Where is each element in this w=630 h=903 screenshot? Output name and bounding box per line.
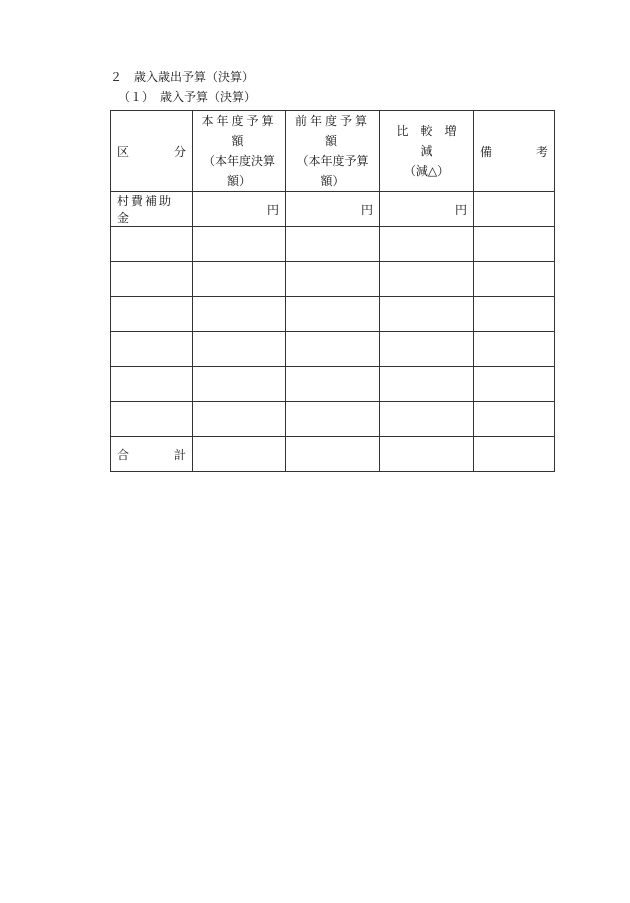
empty-cell xyxy=(474,402,555,437)
table-row xyxy=(111,402,555,437)
header-comparison: 比 較 増 減 （減△） xyxy=(380,111,474,192)
empty-cell xyxy=(380,227,474,262)
unit-yen: 円 xyxy=(193,192,286,227)
empty-cell xyxy=(286,297,380,332)
empty-cell xyxy=(380,262,474,297)
empty-cell xyxy=(111,227,193,262)
empty-cell xyxy=(474,367,555,402)
header-category: 区 分 xyxy=(111,111,193,192)
empty-cell xyxy=(111,402,193,437)
total-row xyxy=(111,437,555,472)
empty-cell xyxy=(380,437,474,472)
section-heading: ２ 歳入歳出予算（決算） xyxy=(110,70,255,84)
table-row xyxy=(111,332,555,367)
empty-cell xyxy=(380,367,474,402)
table-row xyxy=(111,297,555,332)
empty-cell xyxy=(286,367,380,402)
empty-cell xyxy=(286,402,380,437)
empty-cell xyxy=(111,297,193,332)
unit-yen: 円 xyxy=(286,192,380,227)
empty-cell xyxy=(193,402,286,437)
empty-cell xyxy=(286,262,380,297)
empty-cell xyxy=(474,262,555,297)
empty-cell xyxy=(193,227,286,262)
table-row xyxy=(111,227,555,262)
header-remarks: 備 考 xyxy=(474,111,555,192)
empty-cell xyxy=(286,437,380,472)
empty-cell xyxy=(193,297,286,332)
subsection-heading: （１） 歳入予算（決算） xyxy=(118,90,257,104)
table-row xyxy=(111,192,555,227)
row-remarks xyxy=(474,192,555,227)
empty-cell xyxy=(193,262,286,297)
empty-cell xyxy=(380,297,474,332)
empty-cell xyxy=(111,367,193,402)
empty-cell xyxy=(286,332,380,367)
row-category: 村費補助金 xyxy=(111,192,193,227)
empty-cell xyxy=(193,367,286,402)
header-current-budget: 本年度予算額 （本年度決算額） xyxy=(193,111,286,192)
empty-cell xyxy=(474,297,555,332)
empty-cell xyxy=(286,227,380,262)
header-previous-budget: 前年度予算額 （本年度予算額） xyxy=(286,111,380,192)
empty-cell xyxy=(111,332,193,367)
empty-cell xyxy=(193,437,286,472)
unit-yen: 円 xyxy=(380,192,474,227)
empty-cell xyxy=(111,262,193,297)
table-row xyxy=(111,367,555,402)
empty-cell xyxy=(474,227,555,262)
empty-cell xyxy=(380,332,474,367)
empty-cell xyxy=(193,332,286,367)
empty-cell xyxy=(380,402,474,437)
total-label: 合 計 xyxy=(111,437,193,472)
table-header-row xyxy=(111,111,555,192)
table-row xyxy=(111,262,555,297)
empty-cell xyxy=(474,332,555,367)
empty-cell xyxy=(474,437,555,472)
revenue-budget-table xyxy=(110,110,555,472)
